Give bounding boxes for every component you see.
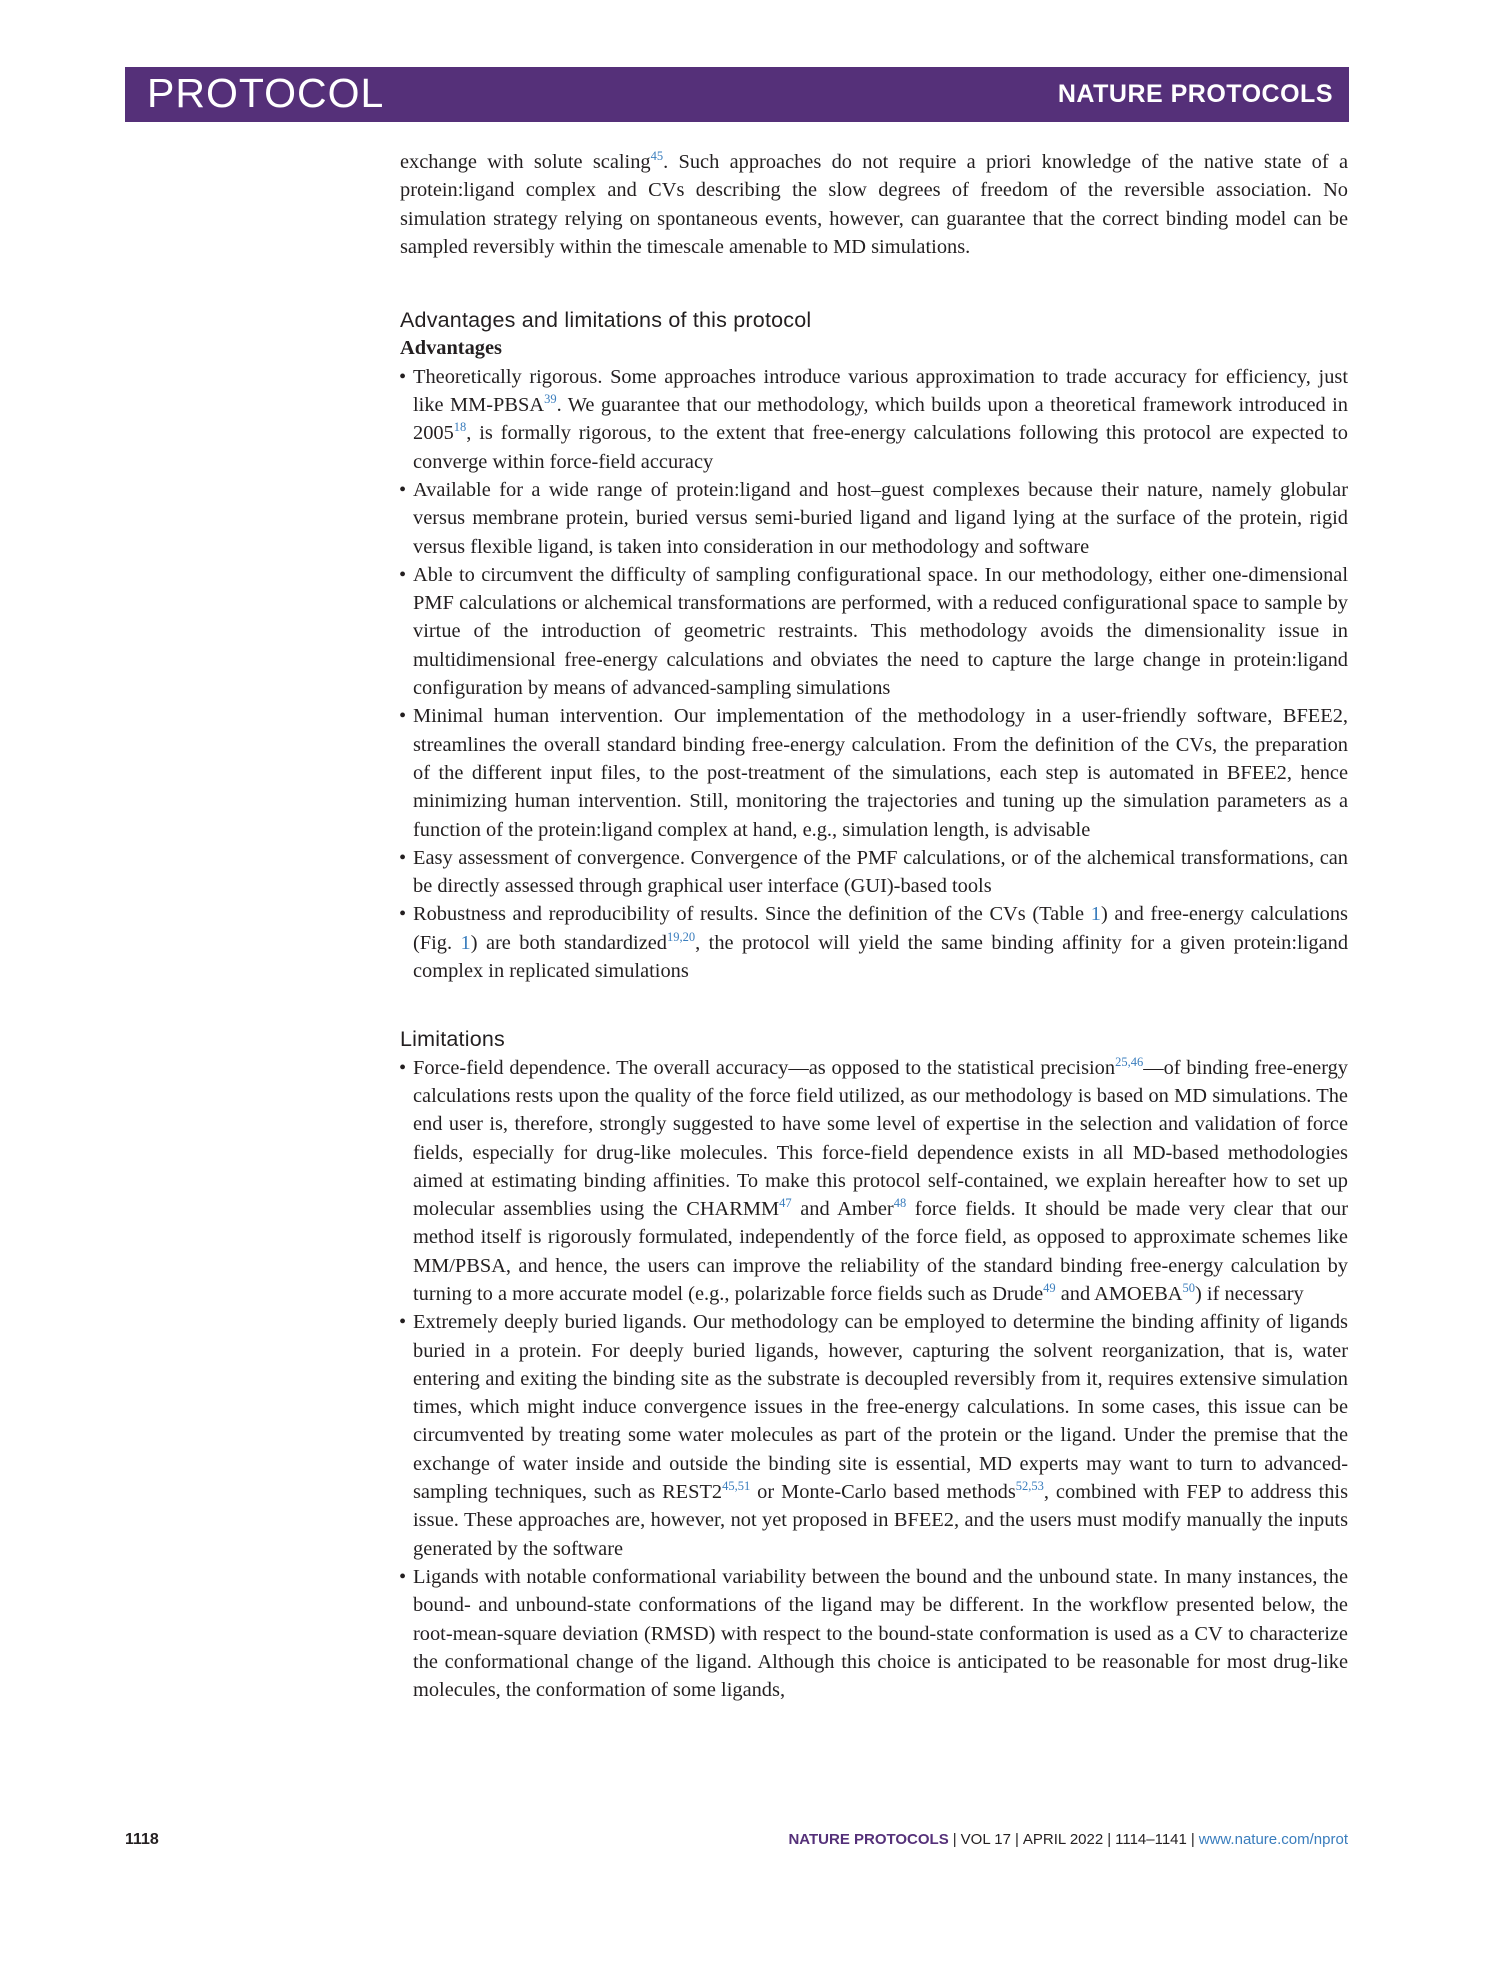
journal-name-label: NATURE PROTOCOLS: [1057, 80, 1333, 108]
reference-link[interactable]: 45,51: [722, 1479, 751, 1494]
list-item: • Extremely deeply buried ligands. Our methodology can be employed to determine the binding affinity of ligands buried in a protein. For deeply buried ligands, however, capturing the solvent reorganization, that is, water entering and exiting the binding site as the substrate is decoupled reversibly from it, requires extensive simulation times, which might induce convergence issues in the free-energy calculations. In some cases, this issue can be circumvented by treating some water molecules as part of the protein or the ligand. Under the premise that the exchange of water inside and outside the binding site is essential, MD experts may want to turn to advanced-sampling techniques, such as REST2$^{45,51}$ or Monte-Carlo based methods$^{52,53}$, combined with FEP to address this issue. These approaches are, however, not yet proposed in BFEE2, and the users must modify manually the inputs generated by the software: [400, 1308, 1348, 1563]
list-item: • Minimal human intervention. Our implementation of the methodology in a user-friendly software, BFEE2, streamlines the overall standard binding free-energy calculation. From the definition of the CVs, the preparation of the different input files, to the post-treatment of the simulations, each step is automated in BFEE2, hence minimizing human intervention. Still, monitoring the trajectories and tuning up the simulation parameters as a function of the protein:ligand complex at hand, e.g., simulation length, is advisable: [400, 702, 1348, 843]
reference-link[interactable]: 47: [779, 1196, 792, 1211]
footer-citation: [788, 1831, 1348, 1848]
footer-separator: |: [952, 1831, 957, 1848]
list-item: • Robustness and reproducibility of results. Since the definition of the CVs (Table 1) and free-energy calculations (Fig. 1) are both standardized$^{19,20}$, the protocol will yield the same binding affinity for a given protein:ligand complex in replicated simulations: [400, 900, 1348, 985]
section-heading: Advantages and limitations of this protocol: [400, 308, 812, 333]
list-item: • Theoretically rigorous. Some approaches introduce various approximation to trade accuracy for efficiency, just like MM-PBSA$^{39}$. We guarantee that our methodology, which builds upon a theoretical framework introduced in 2005$^{18}$, is formally rigorous, to the extent that free-energy calculations following this protocol are expected to converge within force-field accuracy: [400, 363, 1348, 476]
footer-volume: VOL 17: [960, 1831, 1011, 1848]
advantages-list: [400, 363, 1348, 986]
list-item: • Ligands with notable conformational variability between the bound and the unbound state. In many instances, the bound- and unbound-state conformations of the ligand may be different. In the workflow presented below, the root-mean-square deviation (RMSD) with respect to the bound-state conformation is used as a CV to characterize the conformational change of the ligand. Although this choice is anticipated to be reasonable for most drug-like molecules, the conformation of some ligands,: [400, 1563, 1348, 1704]
reference-link[interactable]: 45: [650, 149, 664, 163]
main-content: [400, 148, 1348, 1704]
footer-separator: |: [1107, 1831, 1112, 1848]
reference-link[interactable]: 18: [453, 420, 467, 435]
reference-link[interactable]: 52,53: [1015, 1479, 1044, 1494]
list-item: • Force-field dependence. The overall accuracy—as opposed to the statistical precision$^{25,46}$—of binding free-energy calculations rests upon the quality of the force field utilized, as our methodology is based on MD simulations. The end user is, therefore, strongly suggested to have some level of expertise in the selection and validation of force fields, especially for drug-like molecules. This force-field dependence exists in all MD-based methodologies aimed at estimating binding affinities. To make this protocol self-contained, we explain hereafter how to set up molecular assemblies using the CHARMM$^{47}$ and Amber$^{48}$ force fields. It should be made very clear that our method itself is rigorously formulated, independently of the force field, as opposed to approximate schemes like MM/PBSA, and hence, the users can improve the reliability of the standard binding free-energy calculation by turning to a more accurate model (e.g., polarizable force fields such as Drude$^{49}$ and AMOEBA$^{50}$) if necessary: [400, 1054, 1348, 1309]
article-type-label: PROTOCOL: [147, 70, 385, 116]
footer-separator: |: [1190, 1831, 1195, 1848]
page-number: 1118: [125, 1831, 159, 1848]
advantages-heading: Advantages: [400, 337, 502, 360]
reference-link[interactable]: 48: [893, 1196, 907, 1211]
intro-paragraph: exchange with solute scaling$^{45}$. Such approaches do not require a priori knowledge of the native state of a protein:ligand complex and CVs describing the slow degrees of freedom of the reversible association. No simulation strategy relying on spontaneous events, however, can guarantee that the correct binding model can be sampled reversibly within the timescale amenable to MD simulations.: [400, 149, 1349, 258]
limitations-list: [400, 1054, 1348, 1705]
list-item: • Available for a wide range of protein:ligand and host–guest complexes because their nature, namely globular versus membrane protein, buried versus semi-buried ligand and ligand lying at the surface of the protein, rigid versus flexible ligand, is taken into consideration in our methodology and software: [400, 476, 1348, 561]
limitations-heading: Limitations: [400, 1027, 505, 1052]
reference-link[interactable]: 39: [544, 392, 557, 407]
list-item: • Easy assessment of convergence. Convergence of the PMF calculations, or of the alchemical transformations, can be directly assessed through graphical user interface (GUI)-based tools: [400, 844, 1348, 901]
footer-url-link[interactable]: www.nature.com/nprot: [1198, 1831, 1348, 1848]
footer-pages: 1114–1141: [1115, 1831, 1187, 1848]
list-item: • Able to circumvent the difficulty of sampling configurational space. In our methodology, either one-dimensional PMF calculations or alchemical transformations are performed, with a reduced configurational space to sample by virtue of the introduction of geometric restraints. This methodology avoids the dimensionality issue in multidimensional free-energy calculations and obviates the need to capture the large change in protein:ligand configuration by means of advanced-sampling simulations: [400, 561, 1348, 702]
footer-separator: |: [1014, 1831, 1019, 1848]
reference-link[interactable]: 49: [1043, 1280, 1056, 1295]
reference-link[interactable]: 25,46: [1115, 1054, 1144, 1069]
table-link[interactable]: 1: [1090, 903, 1101, 926]
reference-link[interactable]: 19,20: [667, 929, 696, 944]
reference-link[interactable]: 50: [1182, 1280, 1196, 1295]
footer-issue: APRIL 2022: [1022, 1831, 1104, 1848]
footer-journal: NATURE PROTOCOLS: [788, 1831, 949, 1848]
header-banner: [125, 67, 1349, 122]
figure-link[interactable]: 1: [460, 931, 471, 954]
